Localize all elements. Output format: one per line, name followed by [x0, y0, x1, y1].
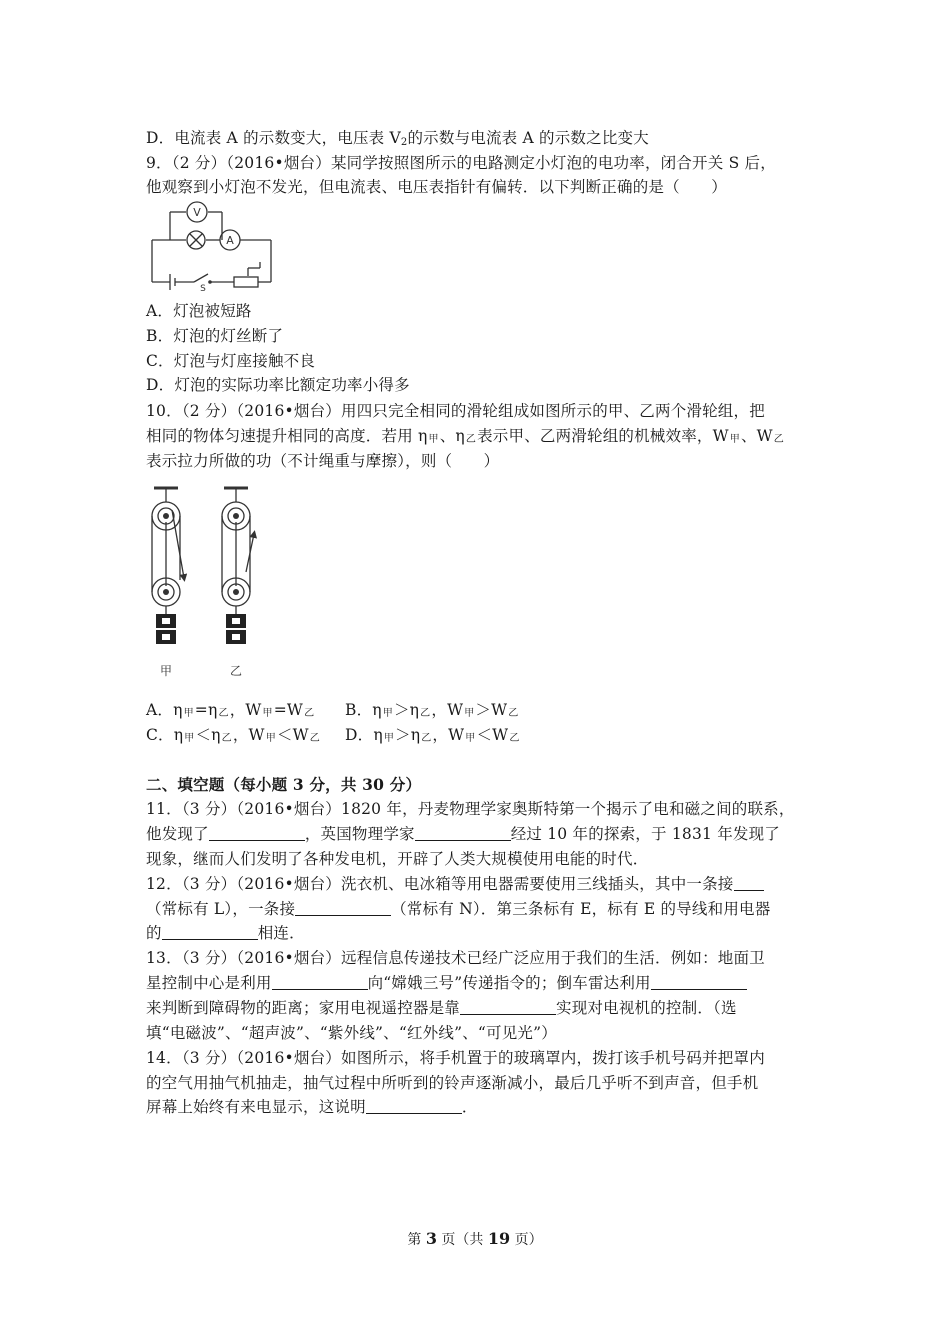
q13-text: 来判断到障碍物的距离；家用电视遥控器是靠: [146, 999, 461, 1017]
q10-opt-sub: 乙: [508, 708, 519, 719]
q10-stem-line1: 10．（2 分）（2016•烟台）用四只完全相同的滑轮组成如图所示的甲、乙两个滑轮组，把: [146, 402, 765, 420]
q10-option-c: [146, 725, 345, 749]
q10-stem-line3: 表示拉力所做的功（不计绳重与摩擦），则（ ）: [146, 452, 500, 470]
q10-options-row1: [146, 700, 519, 724]
q9-option-c: C．灯泡与灯座接触不良: [146, 352, 316, 370]
q10-option-b: [345, 701, 519, 719]
q9-switch-label: S: [200, 284, 206, 292]
q10-opt-text: ＞η: [393, 701, 420, 719]
q10-opt-sub: 甲: [265, 733, 276, 744]
q8-option-d-subscript: 2: [400, 137, 408, 148]
q10-opt-sub: 甲: [183, 708, 194, 719]
q10-opt-text: ＜η: [195, 726, 221, 744]
q14-blank-1[interactable]: [366, 1099, 462, 1114]
q10-opt-text: ，W: [229, 701, 262, 719]
q10-options-row2: [146, 725, 521, 749]
q10-opt-text: =W: [273, 701, 304, 719]
q10-opt-text: ，W: [232, 726, 265, 744]
q12-text: （常标有 L），一条接: [146, 900, 296, 918]
q10-opt-text: ＜W: [476, 726, 509, 744]
q8-option-d-text-end: 的示数与电流表 A 的示数之比变大: [407, 129, 649, 147]
q12-stem-line2: [146, 899, 770, 919]
q10-opt-text: ＞W: [475, 701, 508, 719]
q13-text: 实现对电视机的控制．（选: [556, 999, 737, 1017]
q10-line2-sub: 甲: [729, 434, 740, 445]
q12-text: 相连．: [257, 924, 305, 942]
q10-opt-text: D．η: [345, 726, 383, 744]
q13-blank-3[interactable]: [460, 1000, 556, 1015]
q10-opt-text: C．η: [146, 726, 184, 744]
q9-stem-line2: 他观察到小灯泡不发光，但电流表、电压表指针有偏转．以下判断正确的是（ ）: [146, 178, 727, 196]
q11-blank-2[interactable]: [415, 826, 511, 841]
q13-text: 向“嫦娥三号”传递指令的；倒车雷达利用: [367, 974, 651, 992]
q12-blank-2[interactable]: [295, 901, 391, 916]
q11-blank-1[interactable]: [209, 826, 305, 841]
page-number: 3: [425, 1229, 437, 1248]
q10-opt-sub: 乙: [421, 733, 432, 744]
q10-opt-text: ＜W: [276, 726, 309, 744]
q10-label-jia: 甲: [159, 664, 173, 678]
q8-option-d-text: D．电流表 A 的示数变大，电压表 V: [146, 129, 401, 147]
q12-blank-1[interactable]: [734, 876, 764, 891]
q13-text: 星控制中心是利用: [146, 974, 272, 992]
q13-stem-line2: [146, 973, 747, 993]
q8-option-d: [146, 128, 649, 153]
q10-label-yi: 乙: [229, 664, 243, 678]
q12-blank-3[interactable]: [162, 925, 258, 940]
q10-line2-sub: 乙: [465, 434, 477, 445]
q10-line2-text: 表示甲、乙两滑轮组的机械效率，W: [477, 427, 729, 445]
page-total: 19: [487, 1229, 511, 1248]
q9-option-b: B．灯泡的灯丝断了: [146, 327, 284, 345]
q9-option-d: D．灯泡的实际功率比额定功率小得多: [146, 376, 410, 394]
q11-text: ，英国物理学家: [304, 825, 415, 843]
q10-option-a: [146, 700, 345, 724]
q13-blank-2[interactable]: [651, 975, 747, 990]
q13-stem-line4: 填“电磁波”、“超声波”、“紫外线”、“红外线”、“可见光”）: [146, 1024, 557, 1042]
q13-stem-line1: 13．（3 分）（2016•烟台）远程信息传递技术已经广泛应用于我们的生活．例如：地面卫: [146, 949, 765, 967]
q10-opt-text: B．η: [345, 701, 382, 719]
q11-stem-line3: 现象，继而人们发明了各种发电机，开辟了人类大规模使用电能的时代．: [146, 850, 649, 868]
q14-text: 屏幕上始终有来电显示，这说明: [146, 1098, 366, 1116]
q12-text: 的: [146, 924, 162, 942]
q13-blank-1[interactable]: [272, 975, 368, 990]
q12-stem-line1: [146, 874, 764, 894]
q14-text: ．: [461, 1098, 478, 1116]
q9-ammeter-label: A: [226, 234, 234, 247]
q11-stem-line1: 11．（3 分）（2016•烟台）1820 年，丹麦物理学家奥斯特第一个揭示了电和磁之间的联系，: [146, 800, 795, 818]
q10-opt-sub: 乙: [221, 733, 232, 744]
q10-line2-sub: 甲: [428, 434, 439, 445]
q10-opt-text: ，W: [432, 726, 465, 744]
q10-opt-sub: 乙: [509, 733, 520, 744]
q14-stem-line1: 14．（3 分）（2016•烟台）如图所示，将手机置于的玻璃罩内，拨打该手机号码并把罩内: [146, 1049, 765, 1067]
q10-opt-sub: 乙: [420, 708, 431, 719]
q11-text: 他发现了: [146, 825, 209, 843]
q9-voltmeter-label: V: [193, 206, 201, 219]
q9-stem-line1: 9．（2 分）（2016•烟台）某同学按照图所示的电路测定小灯泡的电功率，闭合开关 S 后，: [146, 154, 776, 172]
q10-option-d: [345, 726, 521, 744]
q9-circuit-diagram: [148, 200, 276, 292]
q10-line2-text: 、η: [439, 427, 465, 445]
footer-text: 页）: [510, 1232, 543, 1248]
q10-opt-sub: 乙: [309, 733, 320, 744]
q12-text: 12．（3 分）（2016•烟台）洗衣机、电冰箱等用电器需要使用三线插头，其中一条接: [146, 875, 734, 893]
q14-stem-line3: [146, 1097, 478, 1117]
q9-option-a: A．灯泡被短路: [146, 302, 252, 320]
q10-opt-sub: 甲: [464, 708, 475, 719]
q10-opt-sub: 甲: [184, 733, 195, 744]
q11-text: 经过 10 年的探索，于 1831 年发现了: [510, 825, 780, 843]
footer-text: 页（共: [436, 1232, 488, 1248]
footer-text: 第: [407, 1232, 426, 1248]
q10-opt-sub: 乙: [304, 708, 315, 719]
q10-opt-sub: 甲: [382, 708, 393, 719]
q10-opt-sub: 甲: [465, 733, 476, 744]
q10-opt-sub: 甲: [383, 733, 395, 744]
q10-line2-sub: 乙: [773, 434, 784, 445]
q13-stem-line3: [146, 998, 737, 1018]
page-footer: [0, 1229, 950, 1250]
q10-opt-text: ＞η: [395, 726, 421, 744]
q10-line2-text: 、W: [740, 427, 773, 445]
q12-stem-line3: [146, 923, 305, 943]
q11-stem-line2: [146, 824, 780, 844]
q14-stem-line2: 的空气用抽气机抽走，抽气过程中所听到的铃声逐渐减小，最后几乎听不到声音，但手机: [146, 1074, 759, 1092]
section-heading: 二、填空题（每小题 3 分，共 30 分）: [146, 775, 422, 794]
q12-text: （常标有 N）．第三条标有 E，标有 E 的导线和用电器: [391, 900, 771, 918]
q10-opt-text: =η: [194, 701, 218, 719]
q10-opt-sub: 甲: [262, 708, 273, 719]
q10-opt-text: A．η: [146, 701, 183, 719]
q10-stem-line2: [146, 426, 785, 450]
q10-opt-text: ，W: [431, 701, 464, 719]
q10-opt-sub: 乙: [218, 708, 229, 719]
q10-line2-text: 相同的物体匀速提升相同的高度．若用 η: [146, 427, 428, 445]
q10-pulley-diagram: [140, 482, 280, 682]
